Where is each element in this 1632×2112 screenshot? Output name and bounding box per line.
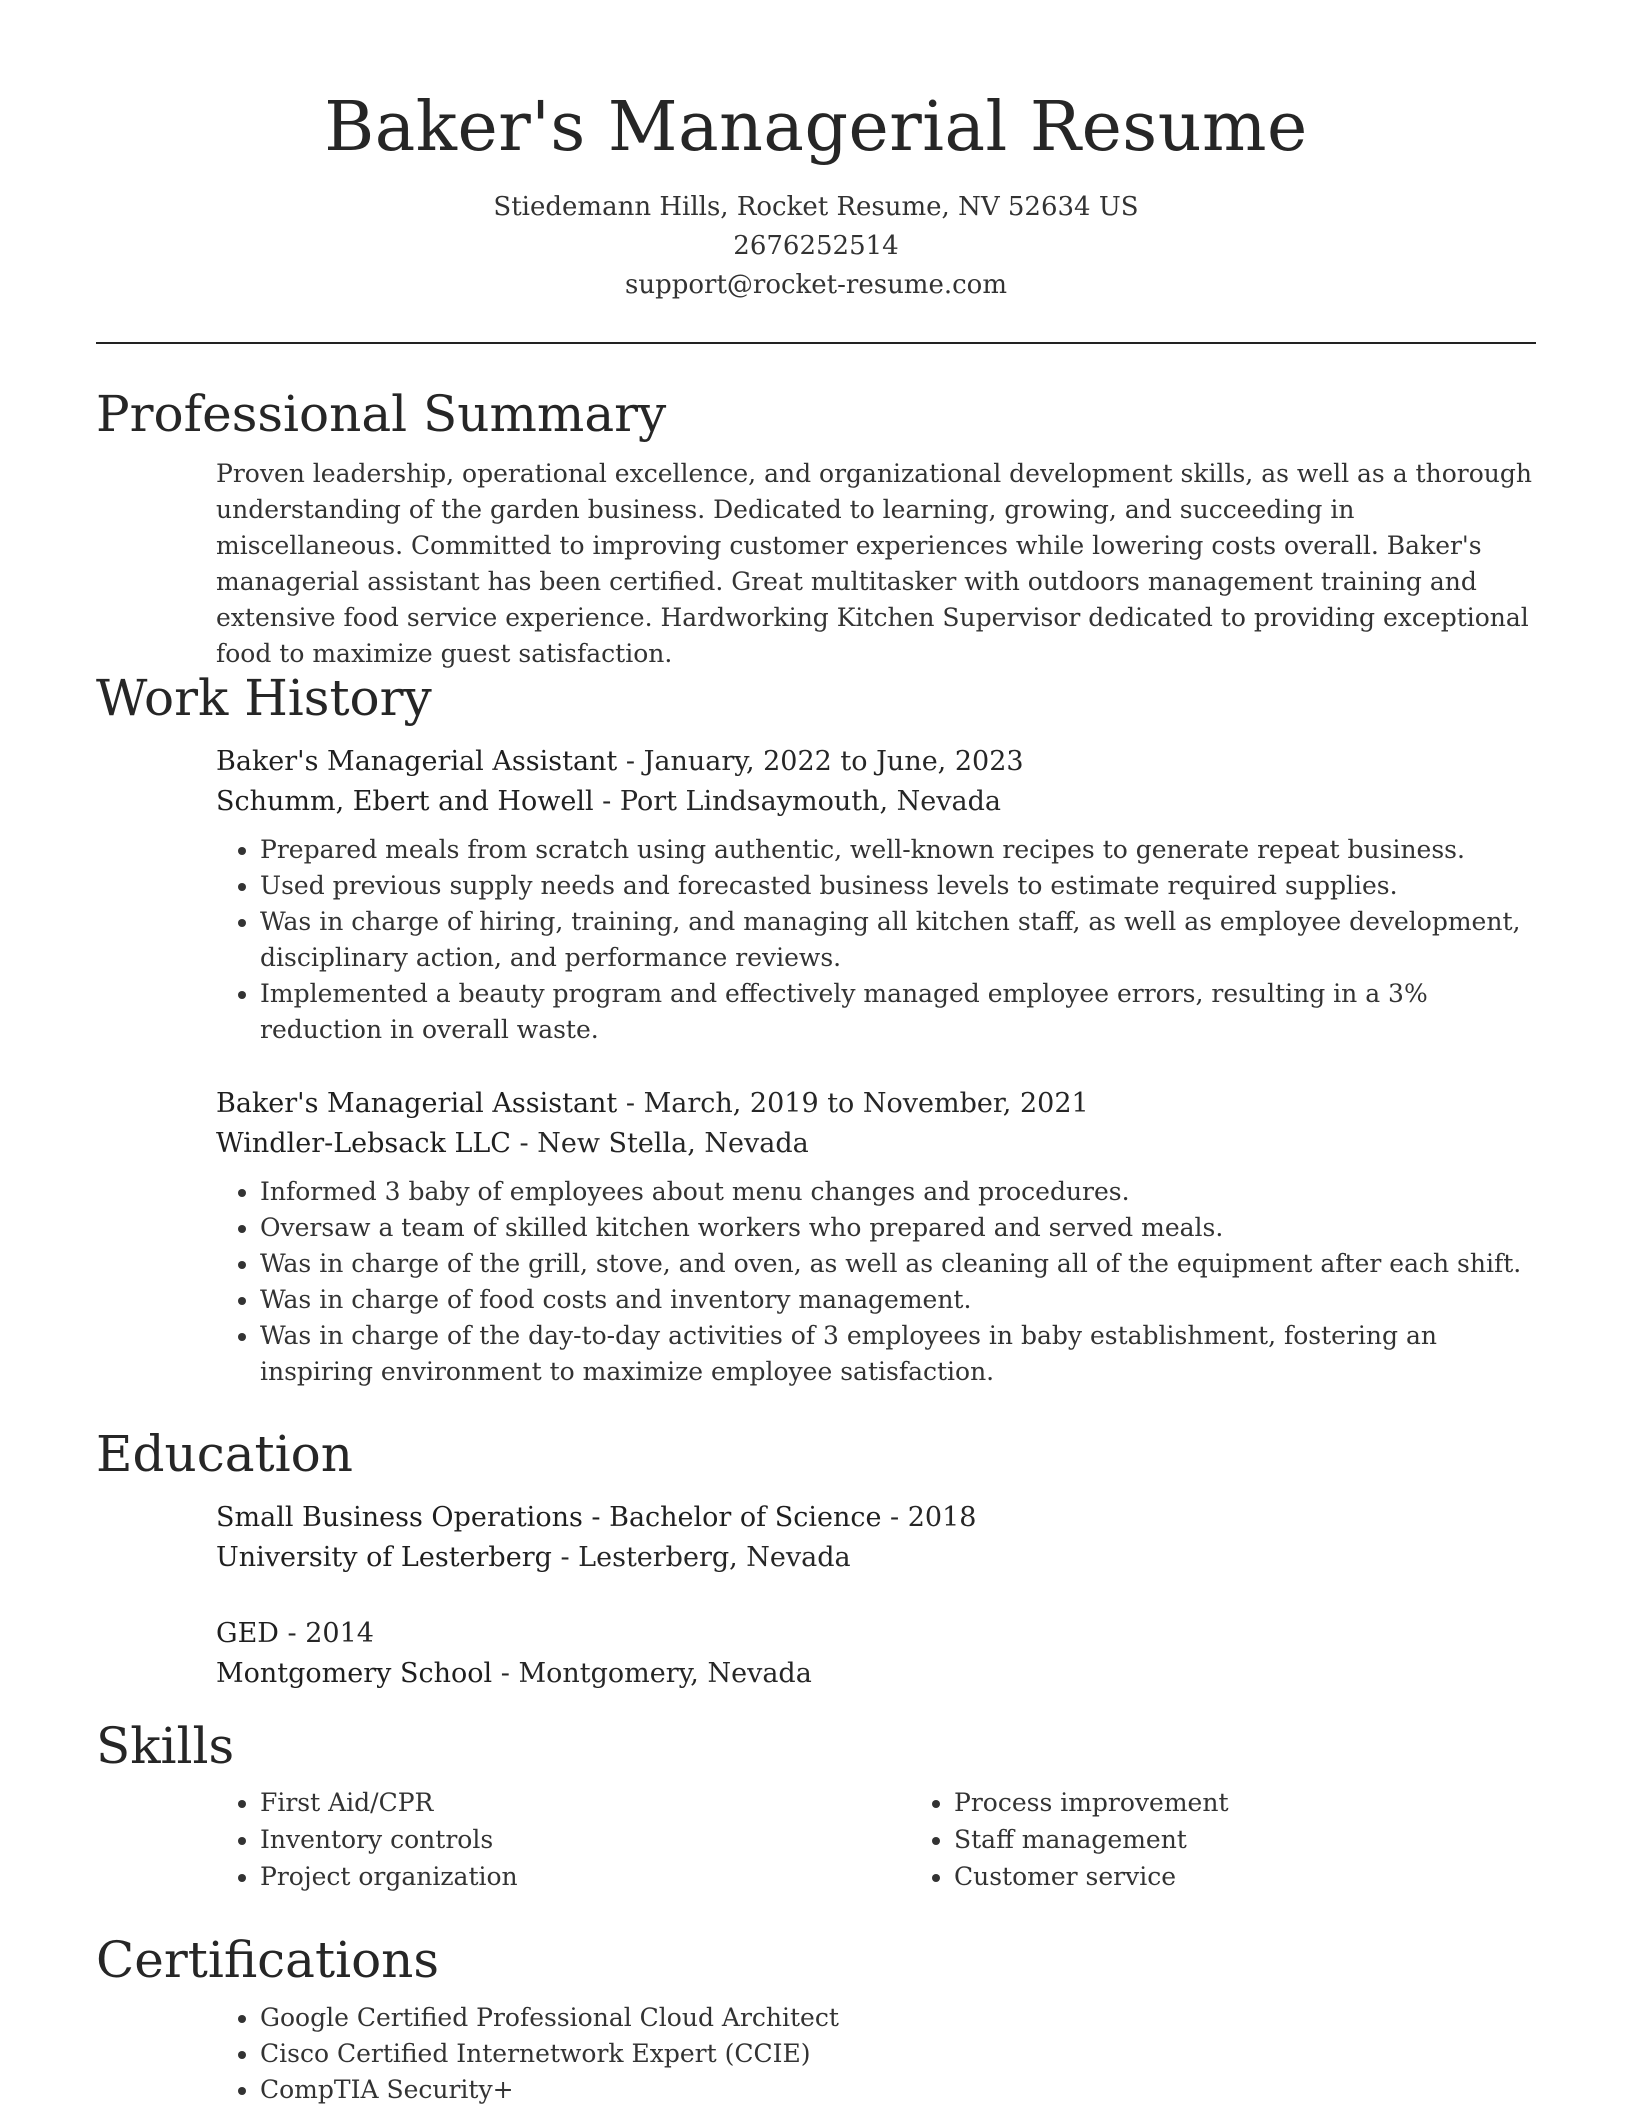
list-item: • Was in charge of food costs and inventory management. [260,1282,1536,1318]
skills-section [96,1716,1536,1895]
work-history-section [96,668,1536,1390]
job-entry [216,1084,1536,1390]
list-item: • Google Certified Professional Cloud Architect [260,2000,1536,2036]
education-degree: GED [216,1618,279,1649]
list-item: • Inventory controls [260,1821,910,1858]
job-company-line [216,1124,1536,1164]
list-item: • Prepared meals from scratch using authentic, well-known recipes to generate repeat business. [260,832,1536,868]
resume-header [0,0,1632,305]
list-item: • Was in charge of the grill, stove, and oven, as well as cleaning all of the equipment after each shift. [260,1246,1536,1282]
contact-email: support@rocket-resume.com [624,270,1007,300]
header-divider [96,342,1536,344]
job-title-line [216,1084,1536,1124]
summary-section [96,384,1536,672]
job-dates: - March, 2019 to November, 2021 [617,1088,1089,1119]
summary-text: Proven leadership, operational excellence, and organizational development skills, as well as a thorough understanding of the garden business. Dedicated to learning, growing, and succeeding in miscellaneous. Committed to improving customer experiences while lowering costs overall. Baker's managerial assistant has been certified. Great multitasker with outdoors management training and extensive food service experience. Hardworking Kitchen Supervisor dedicated to providing exceptional food to maximize guest satisfaction. [216,459,1532,668]
skills-column-right [910,1784,1604,1895]
job-role: Baker's Managerial Assistant [216,746,618,777]
list-item: • CompTIA Security+ [260,2072,1536,2108]
certifications-section [96,1930,1536,2108]
list-item: • Was in charge of the day-to-day activities of 3 employees in baby establishment, fostering an inspiring environment to maximize employee satisfaction. [260,1318,1536,1390]
job-bullets [216,1174,1536,1390]
education-school: Montgomery School [216,1658,493,1689]
list-item: • Informed 3 baby of employees about menu changes and procedures. [260,1174,1536,1210]
education-location: - Lesterberg, Nevada [551,1542,851,1573]
job-company: Windler-Lebsack LLC [216,1128,511,1159]
contact-address: Stiedemann Hills, Rocket Resume, NV 52634 US [493,192,1139,222]
education-school-line [216,1654,1536,1694]
education-section [96,1424,1536,1694]
job-title-line [216,742,1536,782]
certifications-title: Certifications [96,1931,440,1989]
education-title: Education [96,1425,353,1483]
list-item: • Process improvement [954,1784,1604,1821]
education-school-line [216,1538,1536,1578]
certifications-list [216,2000,1536,2108]
job-bullets [216,832,1536,1048]
contact-phone: 2676252514 [733,231,899,261]
contact-info [0,188,1632,305]
education-entry [216,1498,1536,1578]
education-school: University of Lesterberg [216,1542,552,1573]
list-item: • Cisco Certified Internetwork Expert (CCIE) [260,2036,1536,2072]
education-degree: Small Business Operations - Bachelor of Science [216,1502,882,1533]
job-dates: - January, 2022 to June, 2023 [617,746,1024,777]
list-item: • Oversaw a team of skilled kitchen workers who prepared and served meals. [260,1210,1536,1246]
job-company: Schumm, Ebert and Howell [216,786,594,817]
list-item: • Staff management [954,1821,1604,1858]
education-entry [216,1614,1536,1694]
job-location: - Port Lindsaymouth, Nevada [593,786,1001,817]
summary-title: Professional Summary [96,385,667,443]
education-year: - 2014 [278,1618,374,1649]
skills-title: Skills [96,1717,235,1775]
list-item: • First Aid/CPR [260,1784,910,1821]
job-location: - New Stella, Nevada [510,1128,809,1159]
job-entry [216,742,1536,1048]
list-item: • Used previous supply needs and forecasted business levels to estimate required supplies. [260,868,1536,904]
education-location: - Montgomery, Nevada [492,1658,812,1689]
skills-column-left [216,1784,910,1895]
education-degree-line [216,1614,1536,1654]
work-history-title: Work History [96,669,432,727]
list-item: • Implemented a beauty program and effectively managed employee errors, resulting in a 3% reduction in overall waste. [260,976,1536,1048]
list-item: • Was in charge of hiring, training, and managing all kitchen staff, as well as employee development, disciplinary action, and performance reviews. [260,904,1536,976]
resume-name: Baker's Managerial Resume [324,88,1308,167]
education-degree-line [216,1498,1536,1538]
skills-grid [216,1784,1536,1895]
list-item: • Project organization [260,1858,910,1895]
job-role: Baker's Managerial Assistant [216,1088,618,1119]
list-item: • Customer service [954,1858,1604,1895]
education-year: - 2018 [881,1502,977,1533]
job-company-line [216,782,1536,822]
